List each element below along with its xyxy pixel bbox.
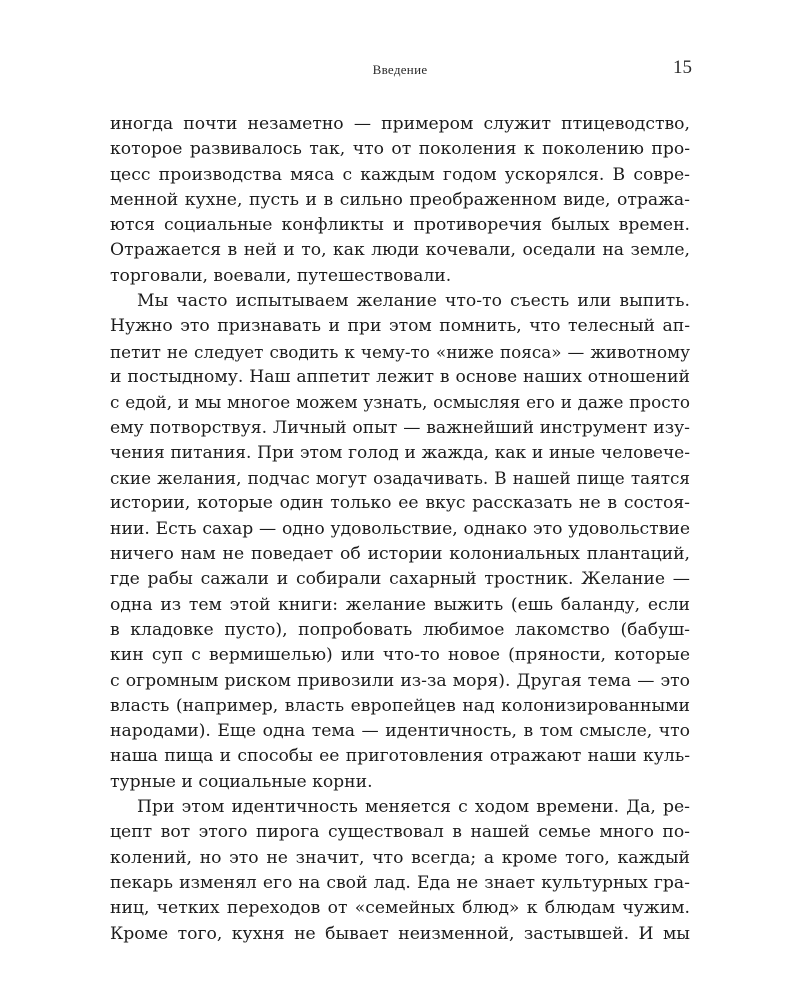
text-line: наша пища и способы ее приготовления отражают наши куль- <box>110 746 690 767</box>
text-line: цепт вот этого пирога существовал в нашей семье много по- <box>110 822 690 843</box>
text-line: ниц, четких переходов от «семейных блюд» к блюдам чужим. <box>110 898 690 919</box>
text-line: в кладовке пусто), попробовать любимое лакомство (бабуш- <box>110 619 690 640</box>
text-line: ются социальные конфликты и противоречия былых времен. <box>110 215 690 236</box>
text-line: ские желания, подчас могут озадачивать. В нашей пище таятся <box>110 468 690 489</box>
page-number: 15 <box>673 57 692 78</box>
text-line: народами). Еще одна тема — идентичность, в том смысле, что <box>110 721 690 742</box>
running-head-title: Введение <box>372 62 428 77</box>
text-line: одна из тем этой книги: желание выжить (ешь баланду, если <box>110 594 690 615</box>
text-line: колений, но это не значит, что всегда; а кроме того, каждый <box>110 847 690 868</box>
text-line: с огромным риском привозили из-за моря). Другая тема — это <box>110 670 690 691</box>
text-line: нии. Есть сахар — одно удовольствие, однако это удовольствие <box>110 518 690 539</box>
text-line: менной кухне, пусть и в сильно преображенном виде, отража- <box>110 189 690 210</box>
text-line: Нужно это признавать и при этом помнить, что телесный ап- <box>110 316 690 337</box>
text-line: чения питания. При этом голод и жажда, как и иные человече- <box>110 442 690 463</box>
text-line: власть (например, власть европейцев над колонизированными <box>110 695 690 716</box>
text-line: ничего нам не поведает об истории колониальных плантаций, <box>110 544 690 565</box>
text-line-paragraph-end: торговали, воевали, путешествовали. <box>110 265 452 286</box>
text-line: Отражается в ней и то, как люди кочевали, оседали на земле, <box>110 240 690 261</box>
text-line: пекарь изменял его на свой лад. Еда не знает культурных гра- <box>110 872 690 893</box>
text-line: истории, которые один только ее вкус рассказать не в состоя- <box>110 493 690 514</box>
text-line: кин суп с вермишелью) или что-то новое (пряности, которые <box>110 645 690 666</box>
text-line: с едой, и мы многое можем узнать, осмысляя его и даже просто <box>110 392 690 413</box>
text-line: ему потворствуя. Личный опыт — важнейший инструмент изу- <box>110 417 690 438</box>
text-line: которое развивалось так, что от поколения к поколению про- <box>110 139 690 160</box>
text-line-paragraph-start: Мы часто испытываем желание что-то съесть или выпить. <box>137 291 690 312</box>
text-line: и постыдному. Наш аппетит лежит в основе наших отношений <box>110 366 690 387</box>
text-line: петит не следует сводить к чему-то «ниже пояса» — животному <box>110 341 690 362</box>
text-line: где рабы сажали и собирали сахарный тростник. Желание — <box>110 569 690 590</box>
text-line-paragraph-start: При этом идентичность меняется с ходом времени. Да, ре- <box>137 797 690 818</box>
text-line: цесс производства мяса с каждым годом ускорялся. В совре- <box>110 164 690 185</box>
text-line: иногда почти незаметно — примером служит птицеводство, <box>110 114 690 134</box>
text-line-paragraph-end: турные и социальные корни. <box>110 771 373 792</box>
body-text <box>110 112 690 947</box>
text-line: Кроме того, кухня не бывает неизменной, застывшей. И мы <box>110 923 690 944</box>
